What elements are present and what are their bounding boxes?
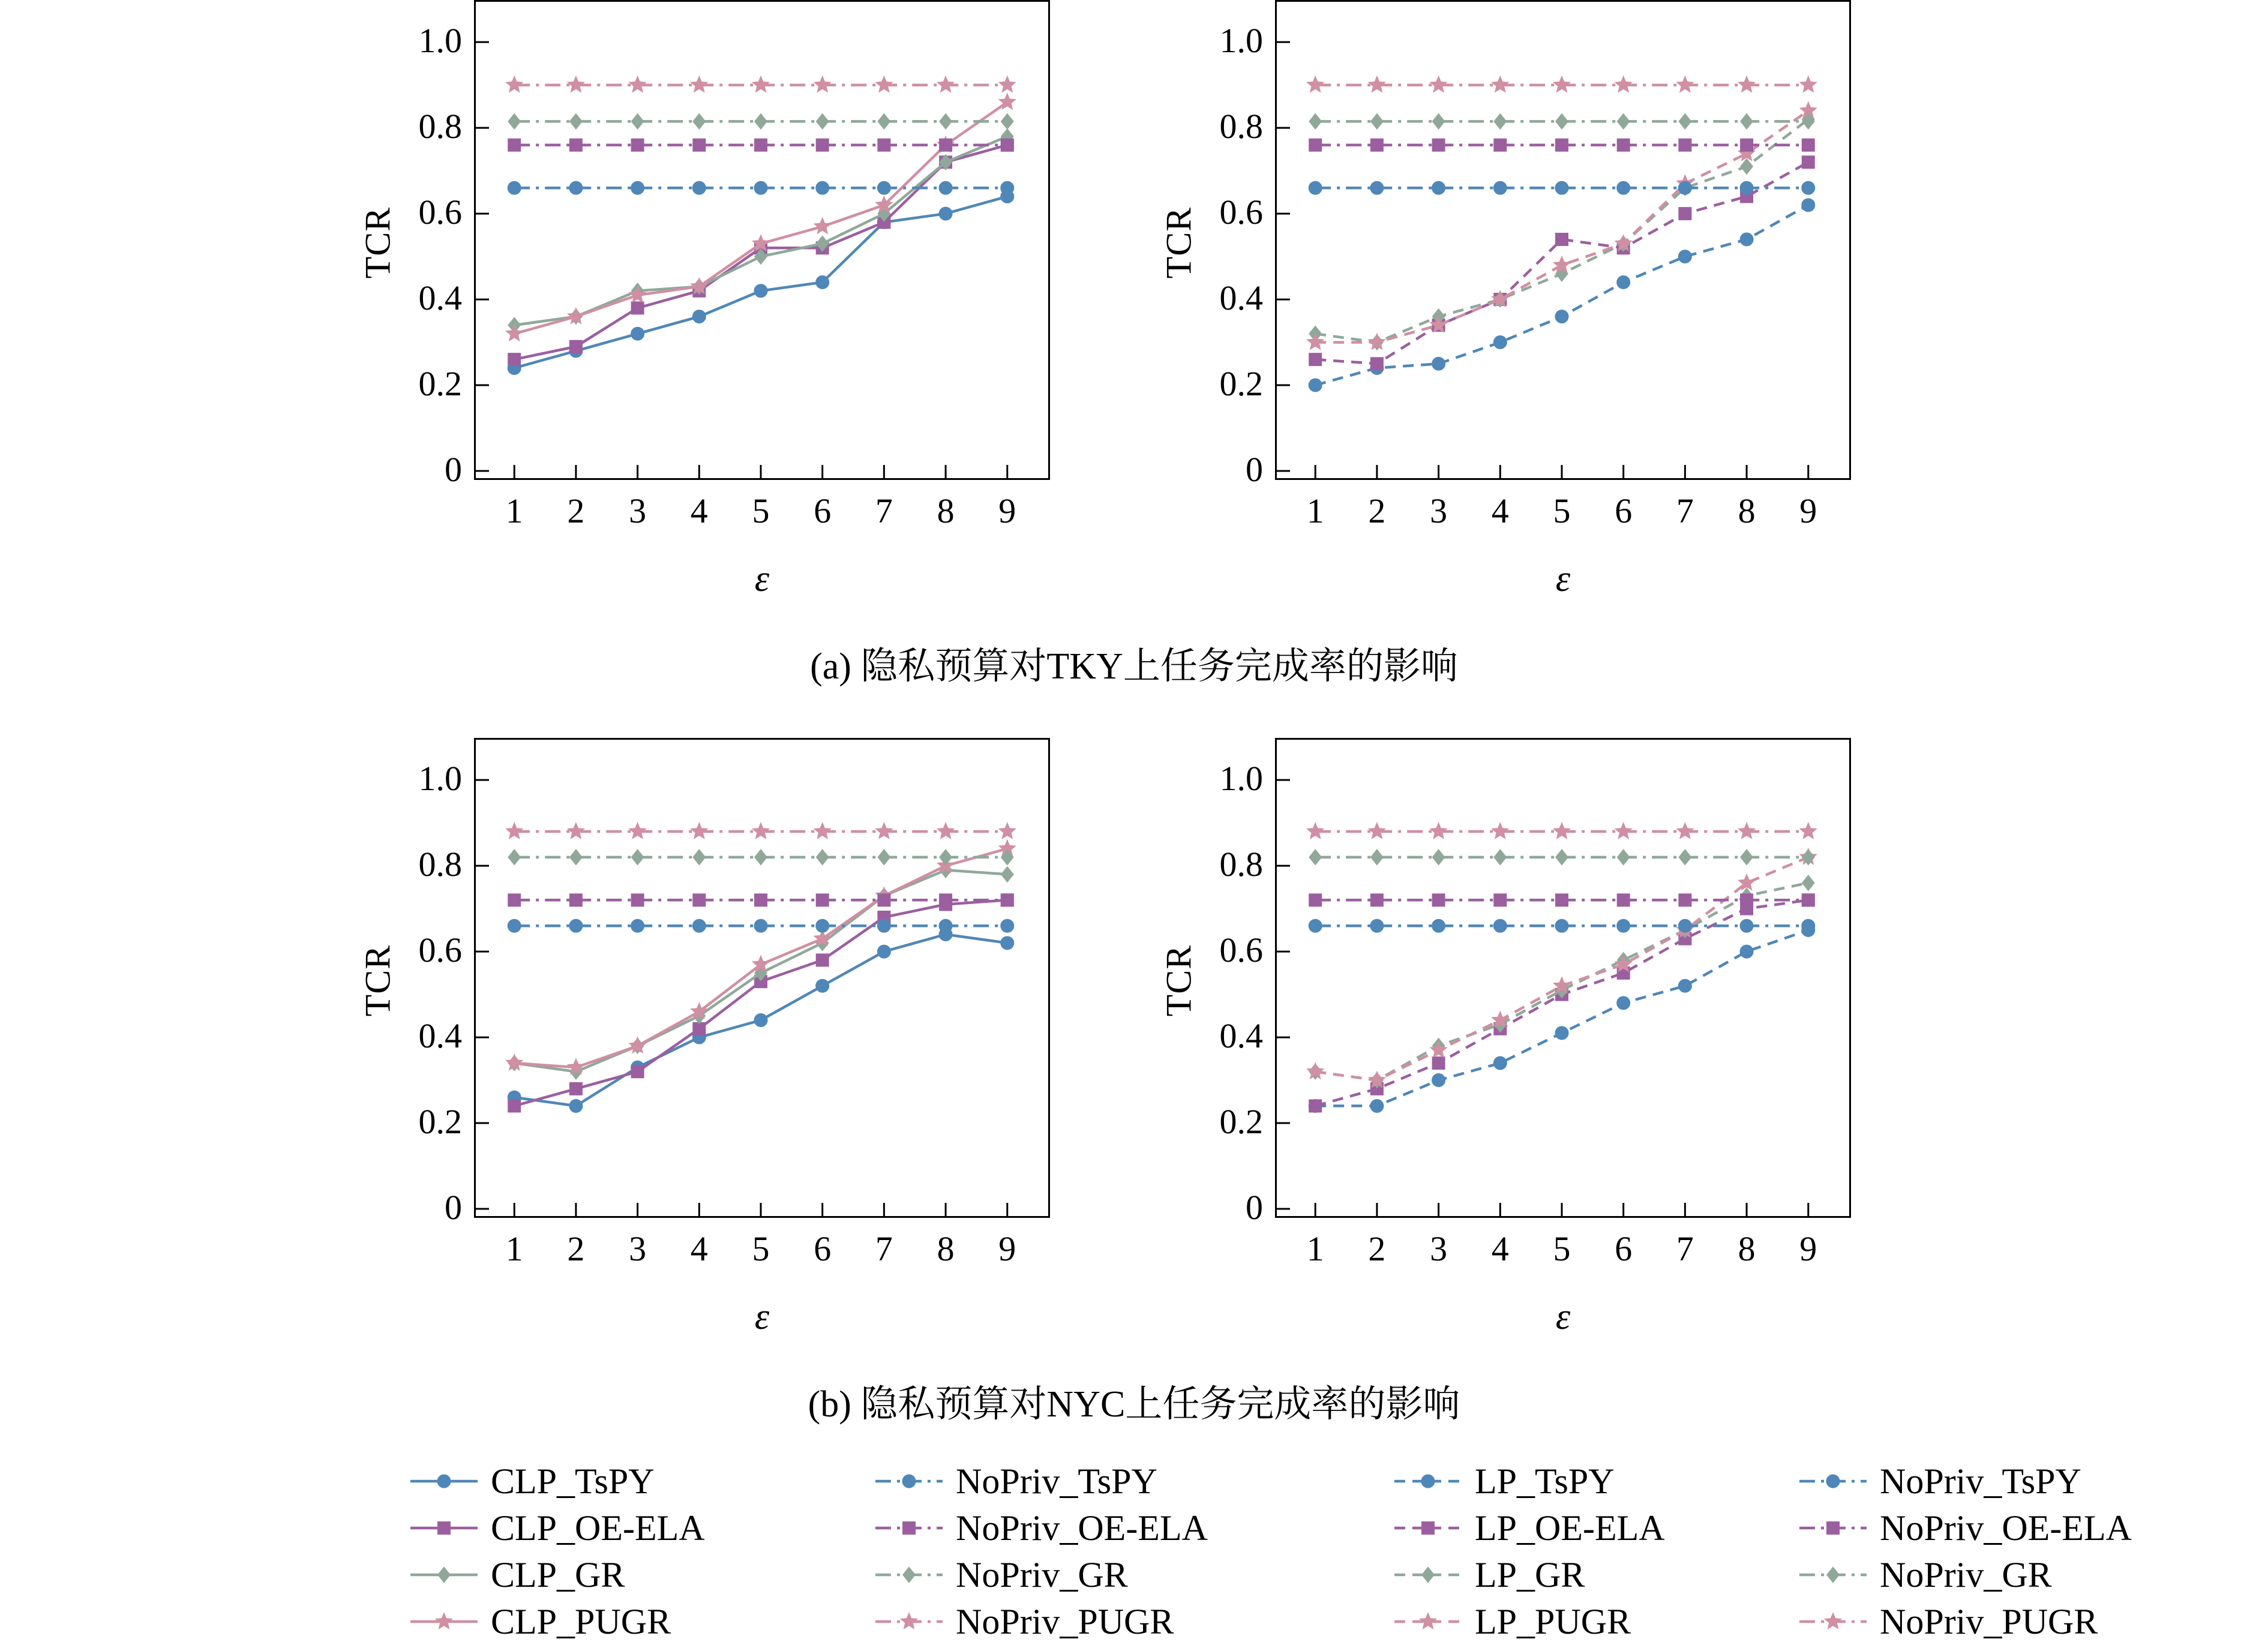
x-tick-label: 7 <box>875 1229 893 1268</box>
x-tick-label: 2 <box>567 491 585 530</box>
legend-item[interactable] <box>408 1598 705 1645</box>
legend-marker-icon <box>873 1610 945 1634</box>
legend-item[interactable] <box>1797 1598 2132 1645</box>
legend-item[interactable] <box>873 1551 1208 1598</box>
legend-item[interactable] <box>408 1458 705 1505</box>
legend-item[interactable] <box>408 1551 705 1598</box>
x-tick-label: 5 <box>1553 1229 1571 1268</box>
y-tick-label: 0.6 <box>1219 930 1263 970</box>
legend-marker-icon <box>408 1610 480 1634</box>
x-tick-label: 4 <box>690 491 708 530</box>
y-tick-label: 0.2 <box>418 1102 462 1142</box>
x-tick-label: 9 <box>1799 491 1817 530</box>
legend-label: LP_PUGR <box>1475 1602 1631 1641</box>
legend-item[interactable] <box>1392 1598 1665 1645</box>
y-tick-label: 0.4 <box>418 1016 462 1056</box>
x-tick-label: 6 <box>814 1229 832 1268</box>
legend-label: NoPriv_GR <box>956 1555 1128 1595</box>
x-tick-label: 8 <box>1738 491 1756 530</box>
legend-marker-icon <box>1392 1516 1464 1540</box>
y-tick-label: 0.4 <box>1219 1016 1263 1056</box>
legend-marker-icon <box>408 1563 480 1587</box>
y-tick-label: 0.8 <box>418 845 462 884</box>
y-axis-label-nyc-clp: TCR <box>358 944 398 1017</box>
y-tick-label: 0 <box>1246 450 1263 489</box>
x-tick-label: 3 <box>1430 1229 1448 1268</box>
legend-marker-icon <box>1392 1469 1464 1493</box>
x-tick-label: 6 <box>1615 1229 1633 1268</box>
y-tick-label: 0.4 <box>418 278 462 318</box>
y-tick-label: 0.8 <box>1219 107 1263 146</box>
legend-label: LP_OE-ELA <box>1475 1508 1665 1548</box>
legend-marker-icon <box>1797 1563 1869 1587</box>
plot-area-tky-clp <box>474 0 1050 480</box>
legend-item[interactable] <box>873 1505 1208 1551</box>
legend-label: CLP_PUGR <box>491 1602 671 1641</box>
x-axis-label-nyc-clp: ε <box>754 1296 770 1337</box>
x-tick-label: 5 <box>752 491 770 530</box>
legend-item[interactable] <box>873 1458 1208 1505</box>
x-tick-label: 2 <box>567 1229 585 1268</box>
y-tick-label: 0 <box>445 1188 462 1227</box>
x-tick-label: 8 <box>937 1229 955 1268</box>
y-tick-label: 0.6 <box>418 193 462 232</box>
y-axis-label-tky-lp: TCR <box>1159 206 1199 279</box>
y-tick-label: 0.8 <box>1219 845 1263 884</box>
legend-label: NoPriv_GR <box>1880 1555 2052 1595</box>
legend-item[interactable] <box>408 1505 705 1551</box>
plot-area-tky-lp <box>1275 0 1851 480</box>
y-axis-label-tky-clp: TCR <box>358 206 398 279</box>
x-tick-label: 1 <box>505 1229 523 1268</box>
plot-area-nyc-clp <box>474 738 1050 1218</box>
caption-a: (a) 隐私预算对TKY上任务完成率的影响 <box>810 646 1458 687</box>
y-tick-label: 0.4 <box>1219 278 1263 318</box>
legend-label: NoPriv_PUGR <box>956 1602 1174 1641</box>
x-tick-label: 3 <box>629 491 647 530</box>
x-tick-label: 9 <box>1799 1229 1817 1268</box>
x-tick-label: 6 <box>814 491 832 530</box>
legend-item[interactable] <box>1797 1505 2132 1551</box>
legend-marker-icon <box>1797 1469 1869 1493</box>
legend-item[interactable] <box>1797 1458 2132 1505</box>
legend-marker-icon <box>408 1516 480 1540</box>
legend-marker-icon <box>408 1469 480 1493</box>
x-tick-label: 4 <box>1491 491 1509 530</box>
caption-b: (b) 隐私预算对NYC上任务完成率的影响 <box>808 1384 1460 1425</box>
x-tick-label: 3 <box>1430 491 1448 530</box>
x-tick-label: 9 <box>998 491 1016 530</box>
legend-label: NoPriv_TsPY <box>956 1461 1157 1501</box>
y-axis-label-nyc-lp: TCR <box>1159 944 1199 1017</box>
legend-item[interactable] <box>1392 1458 1665 1505</box>
legend-marker-icon <box>1392 1563 1464 1587</box>
plot-area-nyc-lp <box>1275 738 1851 1218</box>
x-tick-label: 7 <box>875 491 893 530</box>
y-tick-label: 1.0 <box>1219 21 1263 61</box>
x-tick-label: 3 <box>629 1229 647 1268</box>
legend <box>0 1458 2268 1641</box>
y-tick-label: 0 <box>445 450 462 489</box>
legend-label: NoPriv_OE-ELA <box>956 1508 1208 1548</box>
legend-item[interactable] <box>1797 1551 2132 1598</box>
y-tick-label: 0.2 <box>1219 1102 1263 1142</box>
legend-item[interactable] <box>873 1598 1208 1645</box>
legend-marker-icon <box>873 1563 945 1587</box>
legend-label: CLP_TsPY <box>491 1461 655 1501</box>
legend-label: LP_TsPY <box>1475 1461 1615 1501</box>
x-tick-label: 4 <box>690 1229 708 1268</box>
x-tick-label: 6 <box>1615 491 1633 530</box>
x-tick-label: 4 <box>1491 1229 1509 1268</box>
legend-label: NoPriv_PUGR <box>1880 1602 2098 1641</box>
x-tick-label: 2 <box>1368 1229 1386 1268</box>
x-axis-label-nyc-lp: ε <box>1555 1296 1571 1337</box>
legend-item[interactable] <box>1392 1505 1665 1551</box>
y-tick-label: 1.0 <box>1219 759 1263 799</box>
x-tick-label: 8 <box>937 491 955 530</box>
y-tick-label: 0.2 <box>1219 364 1263 404</box>
legend-marker-icon <box>1797 1516 1869 1540</box>
chart-panel-tky-lp <box>1092 0 2268 636</box>
x-tick-label: 9 <box>998 1229 1016 1268</box>
legend-marker-icon <box>1797 1610 1869 1634</box>
legend-label: CLP_OE-ELA <box>491 1508 705 1548</box>
y-tick-label: 0.8 <box>418 107 462 146</box>
x-tick-label: 1 <box>505 491 523 530</box>
chart-panel-nyc-clp <box>0 738 1092 1374</box>
x-axis-label-tky-lp: ε <box>1555 559 1571 599</box>
legend-marker-icon <box>873 1516 945 1540</box>
y-tick-label: 0.2 <box>418 364 462 404</box>
y-tick-label: 0.6 <box>418 930 462 970</box>
chart-panel-nyc-lp <box>1092 738 2268 1374</box>
x-tick-label: 1 <box>1306 1229 1324 1268</box>
chart-panel-tky-clp <box>0 0 1092 636</box>
legend-label: NoPriv_OE-ELA <box>1880 1508 2132 1548</box>
legend-column-4 <box>1797 1458 2132 1645</box>
legend-item[interactable] <box>1392 1551 1665 1598</box>
legend-marker-icon <box>1392 1610 1464 1634</box>
legend-label: CLP_GR <box>491 1555 625 1595</box>
legend-column-2 <box>873 1458 1208 1645</box>
legend-column-3 <box>1392 1458 1665 1645</box>
x-tick-label: 5 <box>1553 491 1571 530</box>
x-tick-label: 2 <box>1368 491 1386 530</box>
x-axis-label-tky-clp: ε <box>754 559 770 599</box>
legend-marker-icon <box>873 1469 945 1493</box>
x-tick-label: 8 <box>1738 1229 1756 1268</box>
legend-column-1 <box>408 1458 705 1645</box>
x-tick-label: 5 <box>752 1229 770 1268</box>
y-tick-label: 1.0 <box>418 21 462 61</box>
x-tick-label: 1 <box>1306 491 1324 530</box>
legend-label: NoPriv_TsPY <box>1880 1461 2081 1501</box>
legend-label: LP_GR <box>1475 1555 1585 1595</box>
y-tick-label: 0.6 <box>1219 193 1263 232</box>
x-tick-label: 7 <box>1676 1229 1694 1268</box>
y-tick-label: 0 <box>1246 1188 1263 1227</box>
y-tick-label: 1.0 <box>418 759 462 799</box>
x-tick-label: 7 <box>1676 491 1694 530</box>
